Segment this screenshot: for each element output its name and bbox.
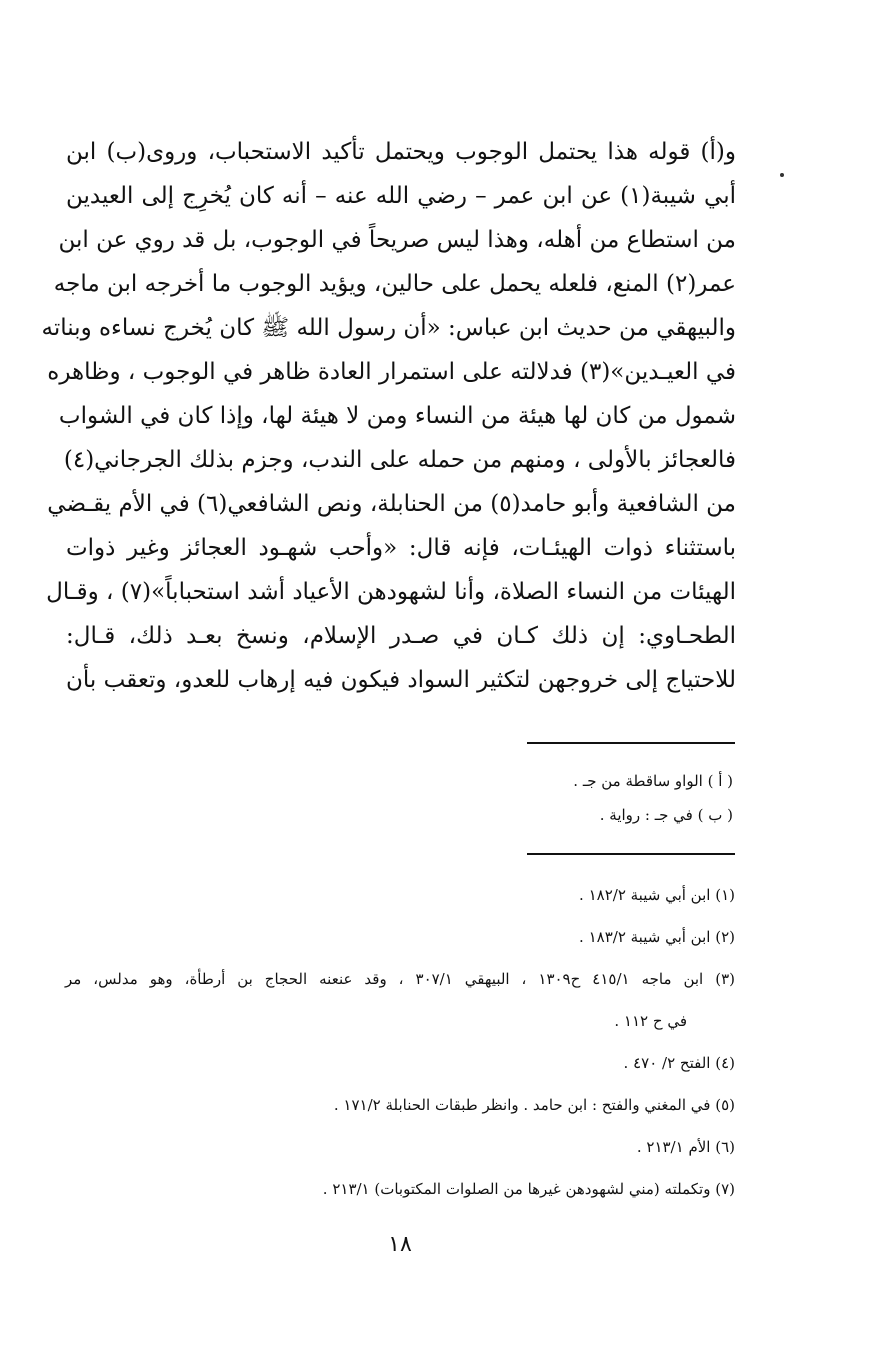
text-line: والبيهقي من حديث ابن عباس: «أن رسول الله ﷺ كان يُخرج نساءه وبناته (41, 315, 736, 341)
footnote: (١) ابن أبي شيبة ١٨٢/٢ . (579, 886, 735, 904)
numbered-footnotes (65, 874, 735, 1210)
text-line: الهيئات من النساء الصلاة، وأنا لشهودهن الأعياد أشد استحباباً»(٧) ، وقـال (46, 579, 736, 605)
scan-speck (780, 173, 784, 177)
variant-note: ( أ ) الواو ساقطة من جـ . (573, 772, 733, 790)
text-line: في العيـدين»(٣) فدلالته على استمرار العادة ظاهر في الوجوب ، وظاهره (47, 359, 736, 385)
text-line: أبي شيبة(١) عن ابن عمر – رضي الله عنه – أنه كان يُخرِج إلى العيدين (66, 183, 736, 209)
text-line: باستثناء ذوات الهيئـات، فإنه قال: «وأحب شهـود العجائز وغير ذوات (66, 535, 736, 561)
footnote: (٤) الفتح ٢/ ٤٧٠ . (623, 1054, 735, 1072)
footnote: (٣) ابن ماجه ٤١٥/١ ح١٣٠٩ ، البيهقي ٣٠٧/١ ، وقد عنعنه الحجاج بن أرطأة، وهو مدلس، مر (65, 970, 735, 988)
variant-notes (173, 764, 733, 832)
text-line: فالعجائز بالأولى ، ومنهم من حمله على الندب، وجزم بذلك الجرجاني(٤) (63, 447, 736, 473)
footnote: (٦) الأم ٢١٣/١ . (636, 1138, 735, 1156)
text-line: من الشافعية وأبو حامد(٥) من الحنابلة، ونص الشافعي(٦) في الأم يقـضي (47, 491, 736, 517)
text-line: من استطاع من أهله، وهذا ليس صريحاً في الوجوب، بل قد روي عن ابن (58, 227, 736, 253)
text-line: شمول من كان لها هيئة من النساء ومن لا هيئة لها، وإذا كان في الشواب (58, 403, 736, 429)
text-line: الطحـاوي: إن ذلك كـان في صـدر الإسلام، ونسخ بعـد ذلك، قـال: (66, 623, 736, 649)
text-line: للاحتياج إلى خروجهن لتكثير السواد فيكون فيه إرهاب للعدو، وتعقب بأن (66, 667, 736, 693)
text-line: و(أ) قوله هذا يحتمل الوجوب ويحتمل تأكيد الاستحباب، وروى(ب) ابن (66, 139, 736, 165)
text-line: عمر(٢) المنع، فلعله يحمل على حالين، ويؤيد الوجوب ما أخرجه ابن ماجه (53, 271, 736, 297)
variant-note: ( ب ) في جـ : رواية . (599, 806, 733, 824)
footnote-divider-letters (527, 742, 735, 744)
main-text (41, 130, 736, 702)
footnote: (٧) وتكملته (مني لشهودهن غيرها من الصلوات المكتوبات) ٢١٣/١ . (322, 1180, 735, 1198)
footnote: (٢) ابن أبي شيبة ١٨٣/٢ . (579, 928, 735, 946)
footnote: (٥) في المغني والفتح : ابن حامد . وانظر طبقات الحنابلة ١٧١/٢ . (333, 1096, 735, 1114)
page-number: ١٨ (388, 1232, 412, 1257)
footnote-continuation: في ح ١١٢ . (614, 1012, 687, 1030)
footnote-divider-numbers (527, 853, 735, 855)
